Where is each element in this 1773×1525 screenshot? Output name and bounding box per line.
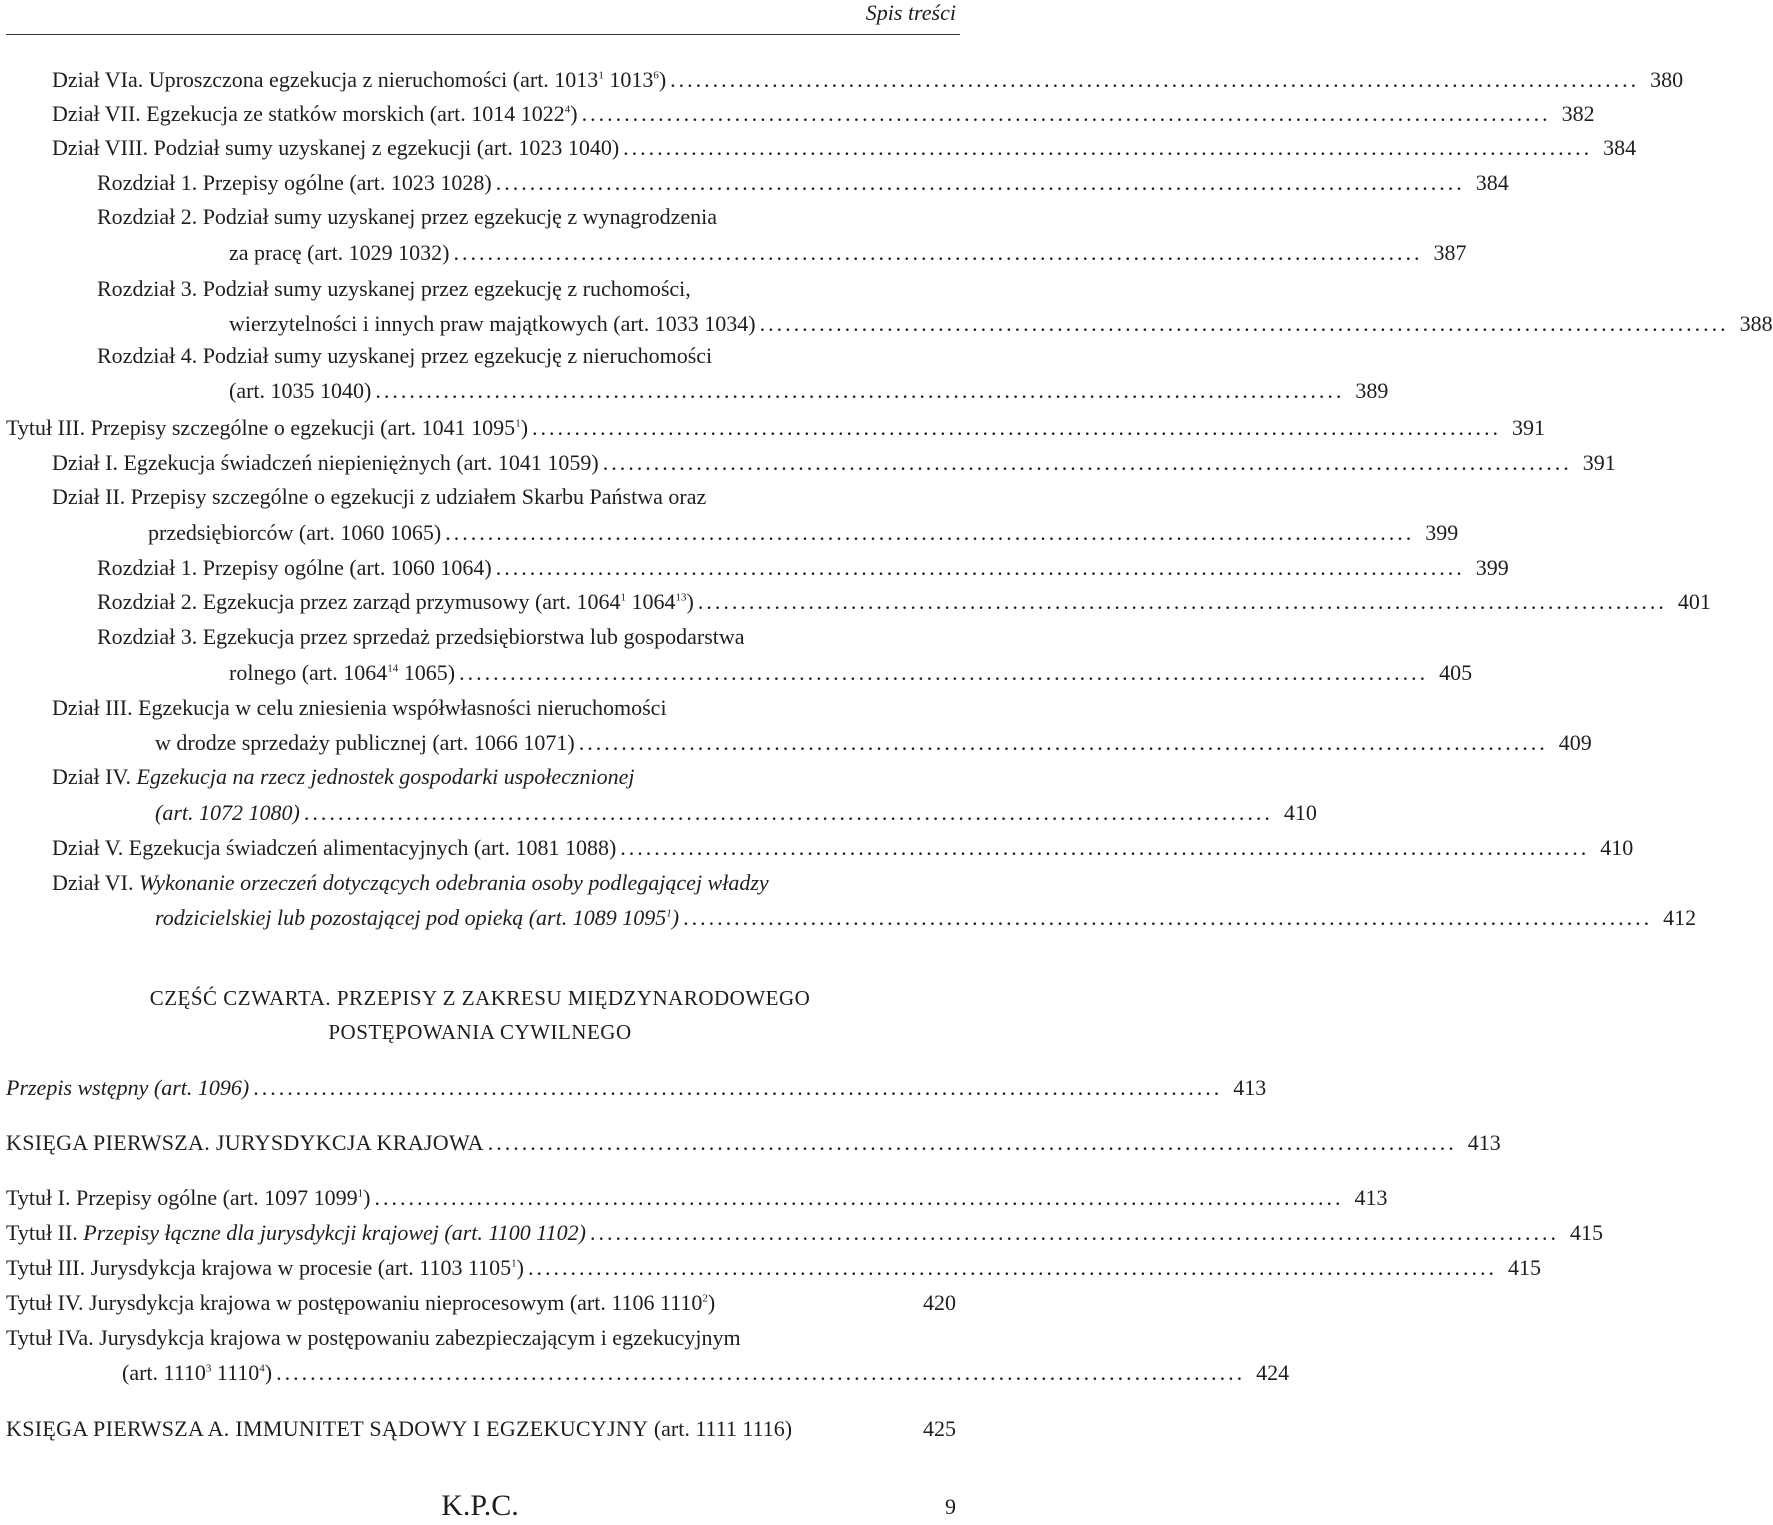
leader-dots: .................................................................................................................. (670, 67, 1640, 92)
toc-entry[interactable]: przedsiębiorców (art. 1060 1065) .................................................................................................................. 399 (148, 518, 956, 548)
toc-entry[interactable]: Tytuł I. Przepisy ogólne (art. 1097 1099$^1$) .................................................................................................................. 413 (6, 1183, 956, 1213)
leader-dots: .................................................................................................................. (303, 800, 1273, 825)
toc-entry-line1[interactable]: Rozdział 3. Egzekucja przez sprzedaż przedsiębiorstwa lub gospodarstwa (97, 624, 745, 649)
page-number: 388 (1739, 311, 1773, 336)
leader-dots: .................................................................................................................. (532, 415, 1502, 440)
page-number: 424 (1256, 1360, 1290, 1385)
toc-entry[interactable]: (art. 1035 1040) .................................................................................................................. 389 (229, 376, 956, 406)
leader-dots: .................................................................................................................. (683, 905, 1653, 930)
leader-dots: .................................................................................................................. (527, 1255, 1497, 1280)
toc-entry[interactable]: Tytuł III. Przepisy szczególne o egzekucji (art. 1041 1095$^1$) .................................................................................................................. 391 (6, 413, 956, 443)
toc-entry-line1[interactable]: Dział VI. Wykonanie orzeczeń dotyczących odebrania osoby podlegającej władzy (52, 870, 769, 895)
leader-dots: .................................................................................................................. (453, 240, 1423, 265)
leader-dots: .................................................................................................................. (495, 170, 1465, 195)
leader-dots: .................................................................................................................. (276, 1360, 1246, 1385)
part-heading-line2: POSTĘPOWANIA CYWILNEGO (328, 1020, 632, 1044)
toc-entry-line1[interactable]: Rozdział 3. Podział sumy uzyskanej przez egzekucję z ruchomości, (97, 276, 691, 301)
toc-entry[interactable]: (art. 1072 1080) .................................................................................................................. 410 (155, 798, 956, 828)
page-number: 387 (1433, 240, 1467, 265)
page-number: 410 (1600, 835, 1634, 860)
toc-entry[interactable]: Dział I. Egzekucja świadczeń niepieniężnych (art. 1041 1059) .................................................................................................................. 391 (52, 448, 956, 478)
page-number: 415 (1507, 1255, 1541, 1280)
leader-dots: .................................................................................................................. (759, 311, 1729, 336)
toc-entry[interactable]: rolnego (art. 1064$^{14}$ 1065) .................................................................................................................. 405 (229, 658, 956, 688)
page-number: 401 (1677, 589, 1711, 614)
page-number: 412 (1663, 905, 1697, 930)
leader-dots: .................................................................................................................. (578, 730, 1548, 755)
page-number: 382 (1561, 101, 1595, 126)
page-number: 425 (923, 1416, 956, 1441)
toc-entry[interactable]: Rozdział 1. Przepisy ogólne (art. 1060 1064) .................................................................................................................. 399 (97, 553, 956, 583)
toc-entry[interactable]: (art. 1110$^3$ 1110$^4$) .................................................................................................................. 424 (122, 1358, 956, 1388)
leader-dots (792, 1414, 912, 1444)
page-number: 399 (1425, 520, 1459, 545)
toc-entry[interactable]: Rozdział 1. Przepisy ogólne (art. 1023 1028) .................................................................................................................. 384 (97, 168, 956, 198)
toc-entry[interactable]: KSIĘGA PIERWSZA. JURYSDYKCJA KRAJOWA .................................................................................................................. 413 (6, 1128, 956, 1158)
toc-entry-line1[interactable]: Dział II. Przepisy szczególne o egzekucji z udziałem Skarbu Państwa oraz (52, 484, 707, 509)
page-number: 410 (1283, 800, 1317, 825)
toc-entry[interactable]: Dział VII. Egzekucja ze statków morskich (art. 1014 1022$^4$) .................................................................................................................. 382 (52, 99, 956, 129)
leader-dots: .................................................................................................................. (495, 555, 1465, 580)
leader-dots: .................................................................................................................. (697, 589, 1667, 614)
leader-dots: .................................................................................................................. (623, 135, 1593, 160)
page-number: 391 (1512, 415, 1546, 440)
page-number: 415 (1569, 1220, 1603, 1245)
toc-entry-line1[interactable]: Tytuł IVa. Jurysdykcja krajowa w postępowaniu zabezpieczającym i egzekucyjnym (6, 1325, 741, 1350)
leader-dots: .................................................................................................................. (602, 450, 1572, 475)
toc-entry[interactable]: w drodze sprzedaży publicznej (art. 1066 1071) .................................................................................................................. 409 (155, 728, 956, 758)
running-header: Spis treści (865, 0, 956, 25)
leader-dots (715, 1288, 912, 1318)
leader-dots: .................................................................................................................. (589, 1220, 1559, 1245)
page-number: 409 (1558, 730, 1592, 755)
toc-entry-line1[interactable]: Rozdział 4. Podział sumy uzyskanej przez egzekucję z nieruchomości (97, 343, 713, 368)
toc-entry-line1[interactable]: Rozdział 2. Podział sumy uzyskanej przez egzekucję z wynagrodzenia (97, 204, 718, 229)
toc-entry[interactable]: Przepis wstępny (art. 1096) .................................................................................................................. 413 (6, 1073, 956, 1103)
page-number: 380 (1650, 67, 1684, 92)
leader-dots: .................................................................................................................. (445, 520, 1415, 545)
leader-dots: .................................................................................................................. (620, 835, 1590, 860)
page-number: 399 (1475, 555, 1509, 580)
leader-dots: .................................................................................................................. (374, 1185, 1344, 1210)
page-number: 384 (1475, 170, 1509, 195)
leader-dots: .................................................................................................................. (253, 1075, 1223, 1100)
toc-entry-line1[interactable]: Dział IV. Egzekucja na rzecz jednostek gospodarki uspołecznionej (52, 764, 635, 789)
page-number: 384 (1603, 135, 1637, 160)
toc-entry[interactable]: rodzicielskiej lub pozostającej pod opieką (art. 1089 1095$^1$) .................................................................................................................. 412 (155, 903, 956, 933)
page-number: 405 (1439, 660, 1473, 685)
page-number: 389 (1355, 378, 1389, 403)
toc-entry[interactable]: Dział V. Egzekucja świadczeń alimentacyjnych (art. 1081 1088) .................................................................................................................. 410 (52, 833, 956, 863)
toc-entry[interactable]: Dział VIII. Podział sumy uzyskanej z egzekucji (art. 1023 1040) .................................................................................................................. 384 (52, 133, 956, 163)
header-rule (6, 34, 960, 35)
toc-entry[interactable]: Rozdział 2. Egzekucja przez zarząd przymusowy (art. 1064$^1$ 1064$^{13}$) .................................................................................................................. 401 (97, 587, 956, 617)
leader-dots: .................................................................................................................. (459, 660, 1429, 685)
leader-dots: .................................................................................................................. (375, 378, 1345, 403)
toc-entry[interactable]: KSIĘGA PIERWSZA A. IMMUNITET SĄDOWY I EGZEKUCYJNY (art. 1111 1116) 425 (6, 1414, 956, 1444)
toc-entry-line1[interactable]: Dział III. Egzekucja w celu zniesienia współwłasności nieruchomości (52, 695, 667, 720)
page-number: 420 (923, 1290, 956, 1315)
footer-page-number: 9 (945, 1494, 956, 1519)
toc-entry[interactable]: wierzytelności i innych praw majątkowych (art. 1033 1034) .................................................................................................................. 388 (229, 309, 956, 339)
toc-entry[interactable]: Dział VIa. Uproszczona egzekucja z nieruchomości (art. 1013$^1$ 1013$^6$) .................................................................................................................. 380 (52, 65, 956, 95)
toc-entry[interactable]: Tytuł IV. Jurysdykcja krajowa w postępowaniu nieprocesowym (art. 1106 1110$^2$) 420 (6, 1288, 956, 1318)
leader-dots: .................................................................................................................. (487, 1130, 1457, 1155)
page-number: 413 (1233, 1075, 1267, 1100)
page-number: 391 (1582, 450, 1616, 475)
page-number: 413 (1467, 1130, 1501, 1155)
leader-dots: .................................................................................................................. (581, 101, 1551, 126)
toc-entry[interactable]: Tytuł II. Przepisy łączne dla jurysdykcji krajowej (art. 1100 1102) .................................................................................................................. 415 (6, 1218, 956, 1248)
footer-title: K.P.C. (441, 1489, 519, 1522)
part-heading-line1: CZĘŚĆ CZWARTA. PRZEPISY Z ZAKRESU MIĘDZYNARODOWEGO (149, 986, 811, 1010)
toc-entry[interactable]: za pracę (art. 1029 1032) .................................................................................................................. 387 (229, 238, 956, 268)
page-number: 413 (1354, 1185, 1388, 1210)
toc-entry[interactable]: Tytuł III. Jurysdykcja krajowa w procesie (art. 1103 1105$^1$) .................................................................................................................. 415 (6, 1253, 956, 1283)
